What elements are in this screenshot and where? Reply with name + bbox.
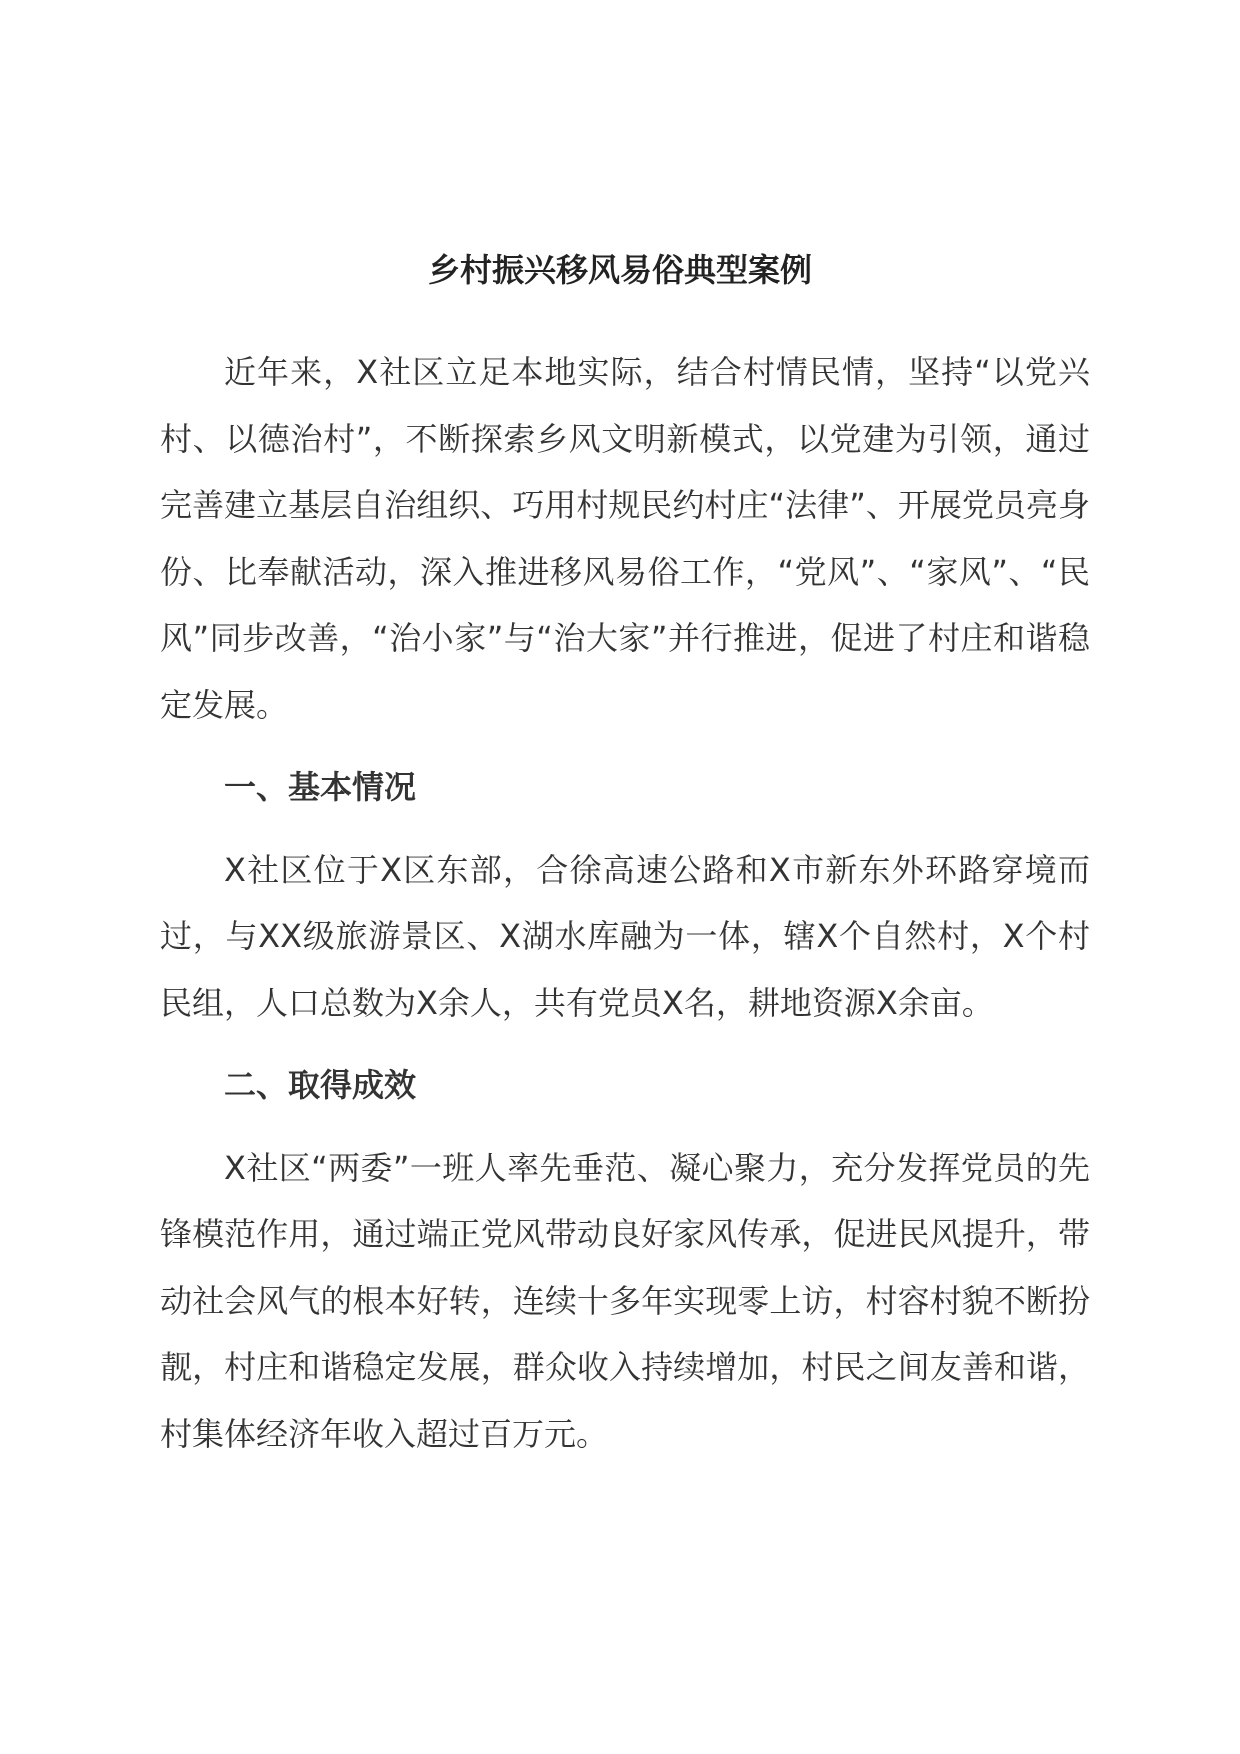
section-body-achievements: X社区“两委”一班人率先垂范、凝心聚力，充分发挥党员的先锋模范作用，通过端正党风带动良好家风传承，促进民风提升，带动社会风气的根本好转，连续十多年实现零上访，村容村貌不断扮靓，村庄和谐稳定发展，群众收入持续增加，村民之间友善和谐，村集体经济年收入超过百万元。 [160, 1148, 1090, 1453]
document-title: 乡村振兴移风易俗典型案例 [427, 251, 812, 289]
intro-paragraph: 近年来，X社区立足本地实际，结合村情民情，坚持“以党兴村、以德治村”，不断探索乡风文明新模式，以党建为引领，通过完善建立基层自治组织、巧用村规民约村庄“法律”、开展党员亮身份、比奉献活动，深入推进移风易俗工作，“党风”、“家风”、“民风”同步改善，“治小家”与“治大家”并行推进，促进了村庄和谐稳定发展。 [160, 353, 1090, 724]
section-heading-achievements: 二、取得成效 [224, 1066, 417, 1104]
section-heading-basic-info: 一、基本情况 [224, 768, 417, 806]
document-body [160, 339, 1090, 1467]
section-body-basic-info: X社区位于X区东部，合徐高速公路和X市新东外环路穿境而过，与XX级旅游景区、X湖水库融为一体，辖X个自然村，X个村民组，人口总数为X余人，共有党员X名，耕地资源X余亩。 [160, 850, 1090, 1022]
